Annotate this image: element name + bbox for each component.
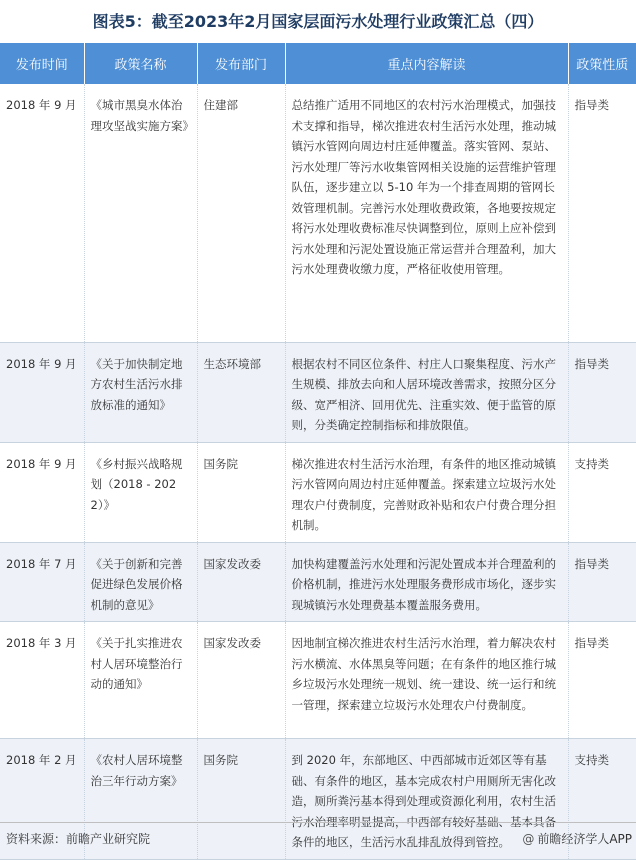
cell-department: 国家发改委	[197, 542, 285, 622]
cell-policy-name: 《关于创新和完善促进绿色发展价格机制的意见》	[84, 542, 197, 622]
cell-nature: 指导类	[568, 542, 636, 622]
cell-department: 国家发改委	[197, 622, 285, 739]
table-row	[0, 442, 636, 542]
table-header-row	[0, 43, 636, 84]
brand-credit	[522, 830, 632, 847]
cell-policy-name: 《乡村振兴战略规划（2018 - 2022）》	[84, 442, 197, 542]
cell-date: 2018 年 3 月	[0, 622, 84, 739]
header-dept: 发布部门	[197, 43, 285, 84]
cell-detail: 到 2020 年，东部地区、中西部城市近郊区等有基础、有条件的地区，基本完成农村户用厕所无害化改造，厕所粪污基本得到处理或资源化利用，农村生活污水治理率明显提高，中西部有较好基础、基本具备条件的地区，生活污水乱排乱放得到管控。	[285, 739, 568, 860]
cell-nature: 指导类	[568, 342, 636, 442]
header-name: 政策名称	[84, 43, 197, 84]
brand-name: 前瞻经济学人APP	[537, 832, 632, 846]
cell-nature: 支持类	[568, 739, 636, 860]
policy-table	[0, 43, 636, 860]
cell-detail: 梯次推进农村生活污水治理，有条件的地区推动城镇污水管网向周边村庄延伸覆盖。探索建立垃圾污水处理农户付费制度，完善财政补贴和农户付费合理分担机制。	[285, 442, 568, 542]
cell-policy-name: 《关于加快制定地方农村生活污水排放标准的通知》	[84, 342, 197, 442]
cell-date: 2018 年 9 月	[0, 442, 84, 542]
cell-department: 国务院	[197, 442, 285, 542]
cell-policy-name: 《城市黑臭水体治理攻坚战实施方案》	[84, 84, 197, 342]
footer	[0, 822, 636, 854]
header-detail: 重点内容解读	[285, 43, 568, 84]
cell-department: 住建部	[197, 84, 285, 342]
table-row	[0, 542, 636, 622]
cell-nature: 指导类	[568, 84, 636, 342]
table-row	[0, 84, 636, 342]
table-row	[0, 622, 636, 739]
page-title: 图表5：截至2023年2月国家层面污水处理行业政策汇总（四）	[92, 11, 544, 31]
cell-date: 2018 年 9 月	[0, 342, 84, 442]
cell-department: 生态环境部	[197, 342, 285, 442]
cell-department: 国务院	[197, 739, 285, 860]
source-note: 资料来源：前瞻产业研究院	[6, 832, 151, 846]
header-nature: 政策性质	[568, 43, 636, 84]
cell-policy-name: 《农村人居环境整治三年行动方案》	[84, 739, 197, 860]
cell-detail: 加快构建覆盖污水处理和污泥处置成本并合理盈利的价格机制，推进污水处理服务费形成市场化，逐步实现城镇污水处理费基本覆盖服务费用。	[285, 542, 568, 622]
table-row	[0, 342, 636, 442]
cell-detail: 总结推广适用不同地区的农村污水治理模式，加强技术支撑和指导，梯次推进农村生活污水处理，推动城镇污水管网向周边村庄延伸覆盖。落实管网、泵站、污水处理厂等污水收集管网相关设施的运营维护管理队伍，逐步建立以 5-10 年为一个排查周期的管网长效管理机制。完善污水处理收费政策，各地要按规定将污水处理收费标准尽快调整到位，原则上应补偿到污水处理和污泥处置设施正常运营并合理盈利，加大污水处理费收缴力度，严格征收使用管理。	[285, 84, 568, 342]
cell-detail: 根据农村不同区位条件、村庄人口聚集程度、污水产生规模、排放去向和人居环境改善需求，按照分区分级、宽严相济、回用优先、注重实效、便于监管的原则，分类确定控制指标和排放限值。	[285, 342, 568, 442]
header-date: 发布时间	[0, 43, 84, 84]
at-symbol-icon: @	[522, 831, 535, 846]
cell-nature: 指导类	[568, 622, 636, 739]
cell-date: 2018 年 9 月	[0, 84, 84, 342]
cell-policy-name: 《关于扎实推进农村人居环境整治行动的通知》	[84, 622, 197, 739]
cell-date: 2018 年 7 月	[0, 542, 84, 622]
cell-nature: 支持类	[568, 442, 636, 542]
cell-date: 2018 年 2 月	[0, 739, 84, 860]
cell-detail: 因地制宜梯次推进农村生活污水治理，着力解决农村污水横流、水体黑臭等问题；在有条件的地区推行城乡垃圾污水处理统一规划、统一建设、统一运行和统一管理，探索建立垃圾污水处理农户付费制度。	[285, 622, 568, 739]
